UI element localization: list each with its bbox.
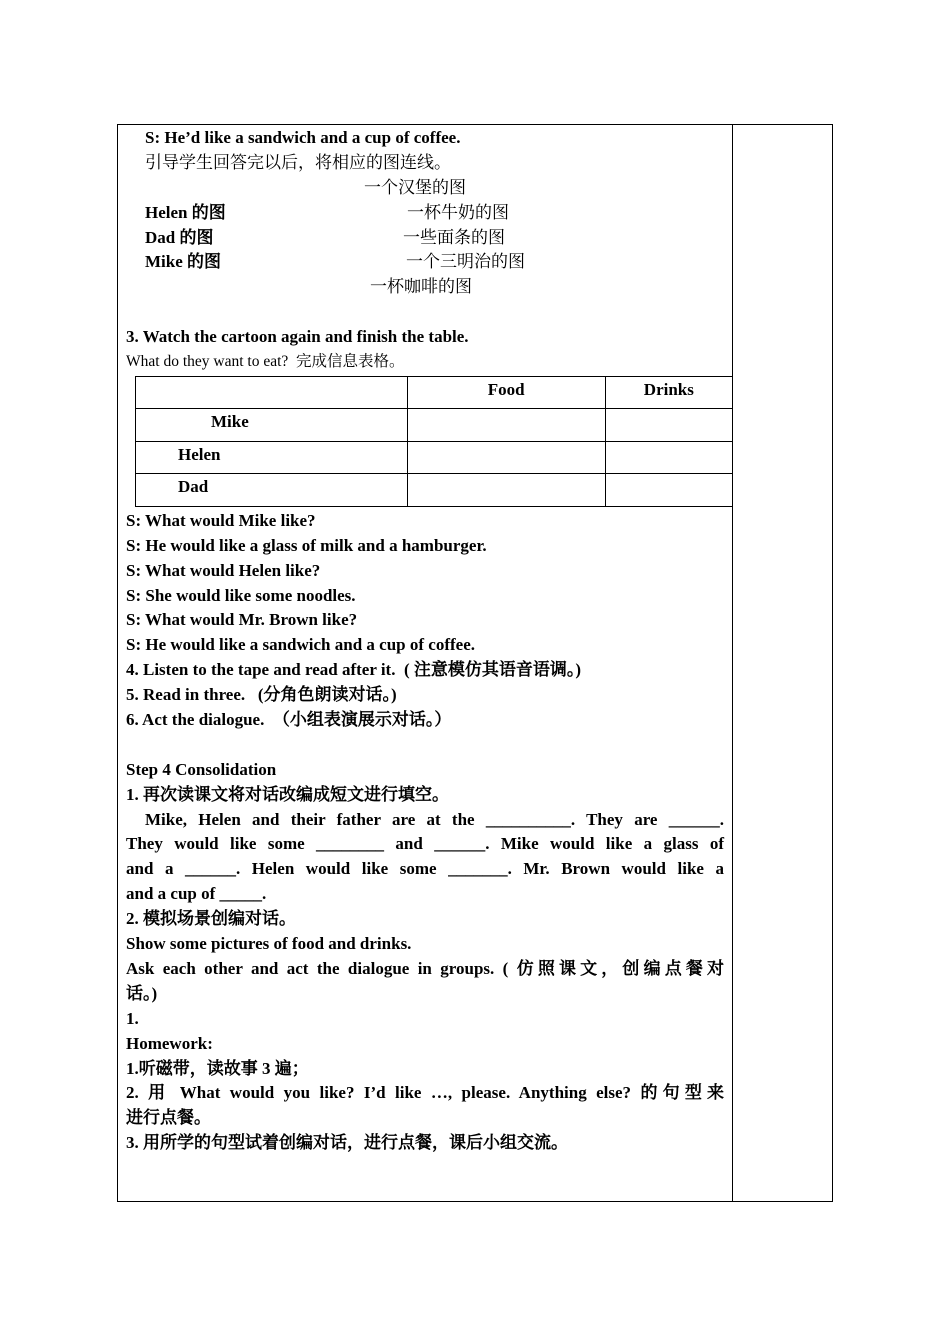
homework-item: 1.听磁带，读故事 3 遍； xyxy=(126,1058,309,1078)
drinks-cell[interactable] xyxy=(605,441,732,474)
drinks-cell[interactable] xyxy=(605,409,732,442)
lesson-content xyxy=(126,126,724,1156)
drinks-cell[interactable] xyxy=(605,474,732,507)
matching-row xyxy=(126,176,724,201)
matching-row xyxy=(126,275,724,300)
match-right-item: 一杯咖啡的图 xyxy=(370,277,472,297)
show-pictures: Show some pictures of food and drinks. xyxy=(126,934,412,954)
column-divider xyxy=(732,124,733,1202)
row-name-mike: Mike xyxy=(136,409,408,442)
activity-item: 4. Listen to the tape and read after it. ( 注意模仿其语音语调。) xyxy=(126,660,582,680)
homework-item: 3. 用所学的句型试着创编对话，进行点餐，课后小组交流。 xyxy=(126,1133,568,1153)
step4-item2: 2. 模拟场景创编对话。 xyxy=(126,909,296,929)
dialogue-line: S: What would Mr. Brown like? xyxy=(126,610,358,630)
match-right-item: 一个三明治的图 xyxy=(406,252,525,272)
match-right-item: 一些面条的图 xyxy=(403,227,505,247)
matching-row xyxy=(126,226,724,251)
step4-item1: 1. 再次读课文将对话改编成短文进行填空。 xyxy=(126,784,449,804)
table-header-row xyxy=(136,376,733,409)
table-header-cell xyxy=(136,376,408,409)
table-header-drinks: Drinks xyxy=(605,376,732,409)
matching-row xyxy=(126,250,724,275)
passage-line: and a cup of _____. xyxy=(126,884,267,904)
dialogue-line: S: He would like a sandwich and a cup of coffee. xyxy=(126,635,475,655)
passage-line: Mike, Helen and their father are at the __________. They are ______. xyxy=(145,809,724,829)
dialogue-line: S: He would like a glass of milk and a hamburger. xyxy=(126,535,487,555)
dialogue-line: S: What would Helen like? xyxy=(126,560,321,580)
info-table xyxy=(135,376,733,507)
match-right-item: 一杯牛奶的图 xyxy=(407,202,509,222)
step3-subtitle: What do they want to eat? 完成信息表格。 xyxy=(126,353,405,371)
s-line: S: He’d like a sandwich and a cup of coffee. xyxy=(145,128,461,147)
passage-line: and a ______. Helen would like some _______. Mr. Brown would like a xyxy=(126,859,724,879)
table-header-food: Food xyxy=(407,376,605,409)
dialogue-line: S: What would Mike like? xyxy=(126,510,316,530)
row-name-helen: Helen xyxy=(136,441,408,474)
match-left-item: Dad 的图 xyxy=(145,227,214,247)
match-right-item: 一个汉堡的图 xyxy=(364,177,466,197)
ask-line: 话。) xyxy=(126,983,158,1003)
homework-item: 2. 用 What would you like? I’d like …, please. Anything else? 的句型来 xyxy=(126,1083,724,1103)
table-row xyxy=(136,441,733,474)
ask-line: Ask each other and act the dialogue in groups. ( 仿照课文，创编点餐对 xyxy=(126,958,724,978)
homework-title: Homework: xyxy=(126,1033,213,1053)
activity-item: 6. Act the dialogue. （小组表演展示对话。） xyxy=(126,710,452,730)
matching-row xyxy=(126,201,724,226)
match-left-item: Helen 的图 xyxy=(145,202,226,222)
table-row xyxy=(136,474,733,507)
step4-heading: Step 4 Consolidation xyxy=(126,759,277,779)
food-cell[interactable] xyxy=(407,474,605,507)
food-cell[interactable] xyxy=(407,409,605,442)
food-cell[interactable] xyxy=(407,441,605,474)
row-name-dad: Dad xyxy=(136,474,408,507)
passage-line: They would like some ________ and ______. Mike would like a glass of xyxy=(126,834,724,854)
activity-item: 5. Read in three. (分角色朗读对话。) xyxy=(126,685,397,705)
dialogue-line: S: She would like some noodles. xyxy=(126,585,356,605)
step3-heading: 3. Watch the cartoon again and finish the table. xyxy=(126,327,469,347)
numbered-item: 1. xyxy=(126,1008,139,1028)
guide-text: 引导学生回答完以后，将相应的图连线。 xyxy=(145,152,451,172)
match-left-item: Mike 的图 xyxy=(145,252,222,272)
homework-item: 进行点餐。 xyxy=(126,1108,211,1128)
table-row xyxy=(136,409,733,442)
